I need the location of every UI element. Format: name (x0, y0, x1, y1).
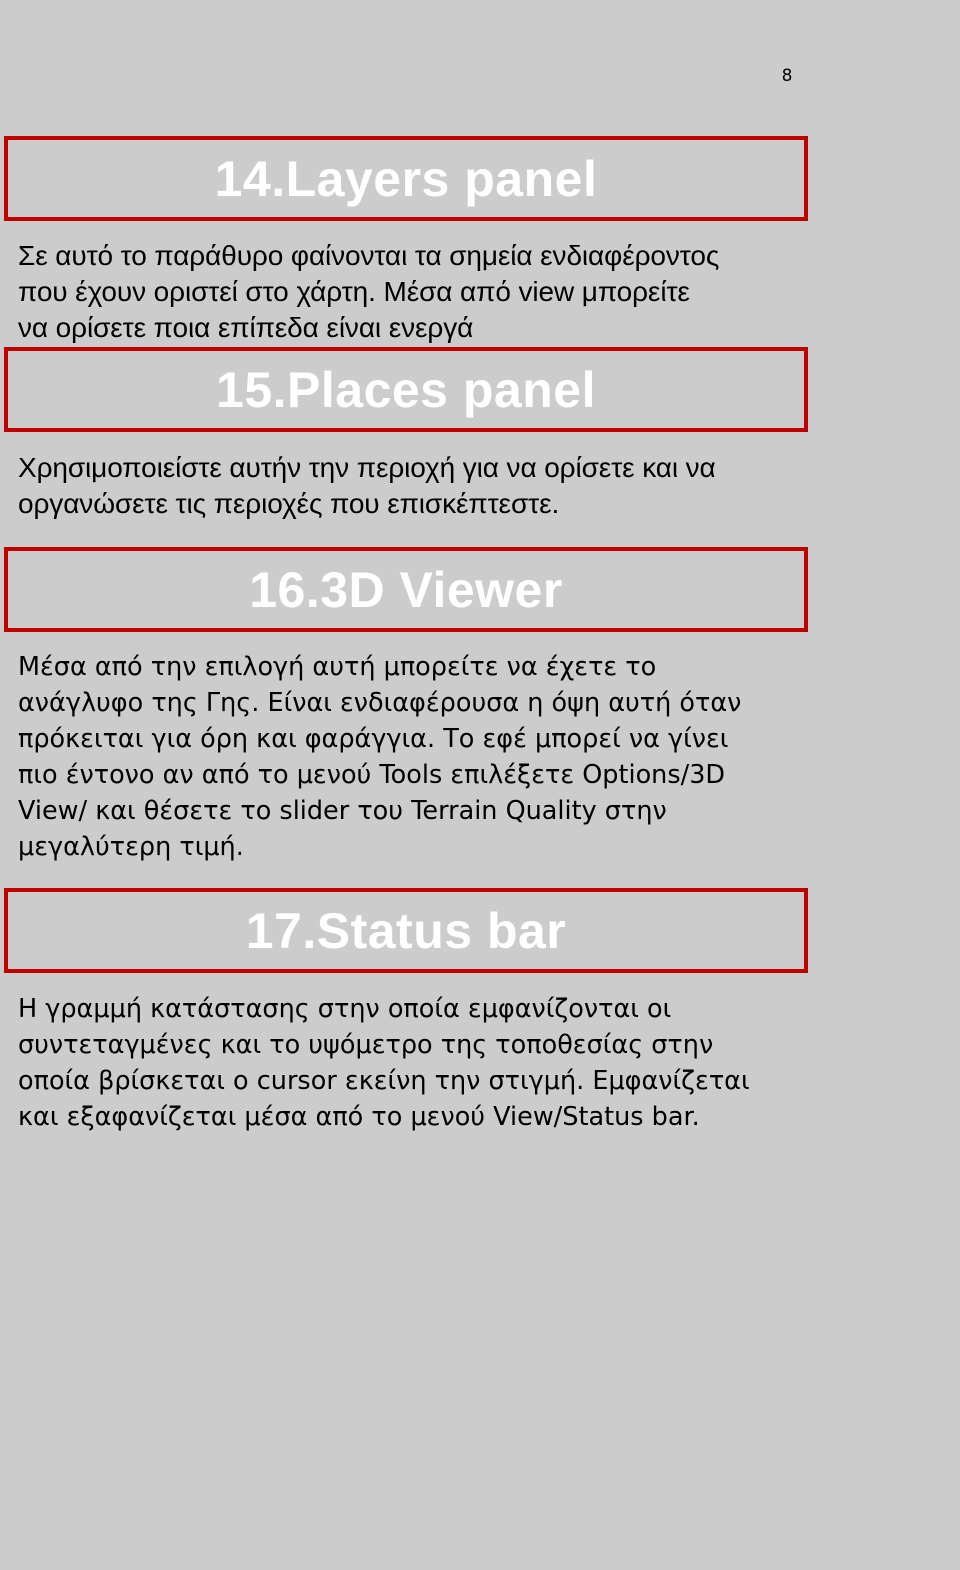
section-body-places-panel (18, 450, 808, 522)
body-line: View/ και θέσετε το slider του Terrain Quality στην (18, 796, 667, 826)
section-title: 14.Layers panel (214, 150, 598, 207)
section-header-places-panel (4, 347, 808, 432)
body-line: συντεταγμένες και το υψόμετρο της τοποθεσίας στην (18, 1030, 714, 1060)
section-body-status-bar (18, 991, 808, 1135)
section-title: 16.3D Viewer (249, 561, 563, 618)
section-header-layers-panel (4, 136, 808, 221)
page-number: 8 (781, 66, 793, 86)
body-line: πρόκειται για όρη και φαράγγια. Το εφέ μπορεί να γίνει (18, 724, 729, 754)
body-line: ανάγλυφο της Γης. Είναι ενδιαφέρουσα η όψη αυτή όταν (18, 688, 742, 718)
body-line: Χρησιμοποιείστε αυτήν την περιοχή για να ορίσετε και να (18, 452, 716, 483)
body-line: Μέσα από την επιλογή αυτή μπορείτε να έχετε το (18, 652, 657, 682)
body-line: οποία βρίσκεται ο cursor εκείνη την στιγμή. Εμφανίζεται (18, 1066, 750, 1096)
body-line: Σε αυτό το παράθυρο φαίνονται τα σημεία ενδιαφέροντος (18, 240, 720, 271)
body-line: να ορίσετε ποια επίπεδα είναι ενεργά (18, 312, 474, 343)
section-body-layers-panel (18, 238, 808, 346)
body-line: μεγαλύτερη τιμή. (18, 832, 244, 862)
body-line: πιο έντονο αν από το μενού Tools επιλέξετε Options/3D (18, 760, 726, 790)
body-line: Η γραμμή κατάστασης στην οποία εμφανίζονται οι (18, 994, 672, 1024)
section-title: 17.Status bar (245, 902, 567, 959)
section-body-3d-viewer (18, 649, 808, 865)
body-line: οργανώσετε τις περιοχές που επισκέπτεστε. (18, 488, 560, 519)
body-line: και εξαφανίζεται μέσα από το μενού View/Status bar. (18, 1102, 700, 1132)
section-header-status-bar (4, 888, 808, 973)
body-line: που έχουν οριστεί στο χάρτη. Μέσα από view μπορείτε (18, 276, 690, 307)
section-title: 15.Places panel (216, 361, 596, 418)
section-header-3d-viewer (4, 547, 808, 632)
